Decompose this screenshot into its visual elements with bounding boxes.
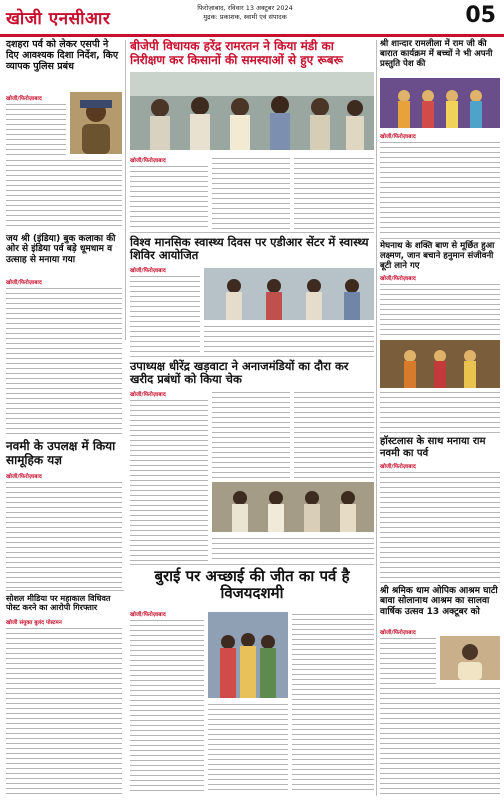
byline-social-media: खोजी संयुक्त बुलंद पोस्टमन xyxy=(6,620,62,626)
article-text xyxy=(130,164,208,230)
section-rule xyxy=(130,356,374,357)
ashram-photo xyxy=(440,636,500,680)
article-text xyxy=(294,390,374,478)
article-text xyxy=(6,158,122,228)
headline-mental-health: विश्व मानसिक स्वास्थ्य दिवस पर एडीआर सेंटर में स्वास्थ्य शिविर आयोजित xyxy=(130,235,369,263)
article-text xyxy=(130,398,208,562)
headline-dussehra: दशहरा पर्व को लेकर एसपी ने दिए आवश्यक दिशा निर्देश, किए व्यापक पुलिस प्रबंध xyxy=(6,39,119,72)
masthead-publisher: मुद्रक: प्रकाशक, स्वामी एवं संपादक xyxy=(203,12,287,21)
health-camp-icon xyxy=(204,268,374,320)
article-text xyxy=(204,324,374,354)
byline-vijayadashami: खोजी/फिरोज़ाबाद xyxy=(130,612,166,618)
mandi-visit-icon xyxy=(212,482,374,532)
byline-hanuman: खोजी/फिरोज़ाबाद xyxy=(380,276,416,282)
section-rule xyxy=(130,232,374,233)
headline-vijayadashami: बुराई पर अच्छाई की जीत का पर्व है विजयदशमी xyxy=(154,567,350,603)
article-text xyxy=(292,612,374,794)
article-text xyxy=(6,626,122,794)
article-text xyxy=(380,686,500,794)
hanuman-stage-icon xyxy=(380,340,500,388)
masthead-date: फिरोज़ाबाद, रविवार 13 अक्टूबर 2024 xyxy=(197,4,293,12)
byline-upadhyaksh: खोजी/फिरोज़ाबाद xyxy=(130,392,166,398)
byline-hostel: खोजी/फिरोज़ाबाद xyxy=(380,464,416,470)
health-camp-photo xyxy=(204,268,374,320)
byline-mla-inspection: खोजी/फिरोज़ाबाद xyxy=(130,158,166,164)
headline-ramlila: श्री शान्दार रामलीला में राम जी की बारात कार्यक्रम में बच्चों ने भी अपनी प्रस्तुति पेश की xyxy=(380,39,493,69)
article-text xyxy=(380,282,500,338)
headline-mla-inspection: बीजेपी विधायक हरेंद्र रामरतन ने किया मंडी का निरीक्षण कर किसानों की समस्याओं से हुए रूबरू xyxy=(130,39,343,67)
byline-navami: खोजी/फिरोज़ाबाद xyxy=(6,474,42,480)
article-text xyxy=(380,470,500,580)
byline-ramlila: खोजी/फिरोज़ाबाद xyxy=(380,134,416,140)
article-text xyxy=(294,156,374,230)
column-divider xyxy=(376,40,377,796)
ramlila-photo xyxy=(380,78,500,128)
vijayadashami-photo xyxy=(208,612,288,698)
byline-dussehra: खोजी/फिरोज़ाबाद xyxy=(6,96,42,102)
article-text xyxy=(130,274,200,354)
brand-title: खोजी एनसीआर xyxy=(6,9,111,29)
headline-ashram: श्री श्रमिक धाम ओपिक आश्रम घाटी बावा सोलानाथ आश्रम का सालवा वार्षिक उत्सव 13 अक्टूबर को xyxy=(380,586,498,617)
officer-photo xyxy=(70,92,122,154)
section-rule xyxy=(130,564,374,565)
portrait-icon xyxy=(440,636,500,680)
byline-mental-health: खोजी/फिरोज़ाबाद xyxy=(130,268,166,274)
byline-ashram: खोजी/फिरोज़ाबाद xyxy=(380,630,416,636)
headline-hanuman: मेघनाथ के शक्ति बाण से मूर्छित हुआ लक्ष्मण, जान बचाने हनुमान संजीवनी बूटी लाने गए xyxy=(380,241,495,271)
mandi-photo xyxy=(212,482,374,532)
headline-navami: नवमी के उपलक्ष में किया सामूहिक यज्ञ xyxy=(6,439,116,467)
celebration-photo-icon xyxy=(208,612,288,698)
headline-hostel: हॉस्टलास के साथ मनाया राम नवमी का पर्व xyxy=(380,436,486,459)
article-text xyxy=(212,390,290,478)
section-rule xyxy=(6,590,124,591)
article-text xyxy=(6,102,66,156)
crowd-photo-icon xyxy=(130,72,374,150)
section-rule xyxy=(380,432,500,433)
headline-upadhyaksh: उपाध्यक्ष धीरेंद्र खड़वाटा ने अनाजमंडियों का दौरा कर खरीद प्रबंधों को किया चेक xyxy=(130,359,349,387)
article-text xyxy=(380,140,500,236)
headline-social-media: सोशल मीडिया पर महाकाल विधिवत पोस्ट करने का आरोपी गिरफ्तार xyxy=(6,594,111,613)
article-text xyxy=(380,390,500,430)
column-divider xyxy=(125,40,126,340)
article-text xyxy=(208,702,288,794)
headline-jan-aushadhi: जय श्री (इंडिया) बुक कलाका की ओर से इंडिया पर्व बड़े धूमधाम व उत्साह से मनाया गया xyxy=(6,234,116,265)
mla-inspection-photo xyxy=(130,72,374,150)
byline-jan-aushadhi: खोजी/फिरोज़ाबाद xyxy=(6,280,42,286)
section-rule xyxy=(380,238,500,239)
article-text xyxy=(212,536,374,562)
article-text xyxy=(130,618,204,794)
article-text xyxy=(212,156,290,230)
masthead xyxy=(0,0,504,37)
article-text xyxy=(6,286,122,436)
page-number: 05 xyxy=(465,3,496,28)
officer-portrait-icon xyxy=(70,92,122,154)
masthead-info xyxy=(150,4,340,21)
hanuman-photo xyxy=(380,340,500,388)
article-text xyxy=(380,636,436,684)
ramlila-stage-icon xyxy=(380,78,500,128)
article-text xyxy=(6,480,122,588)
section-rule xyxy=(380,582,500,583)
